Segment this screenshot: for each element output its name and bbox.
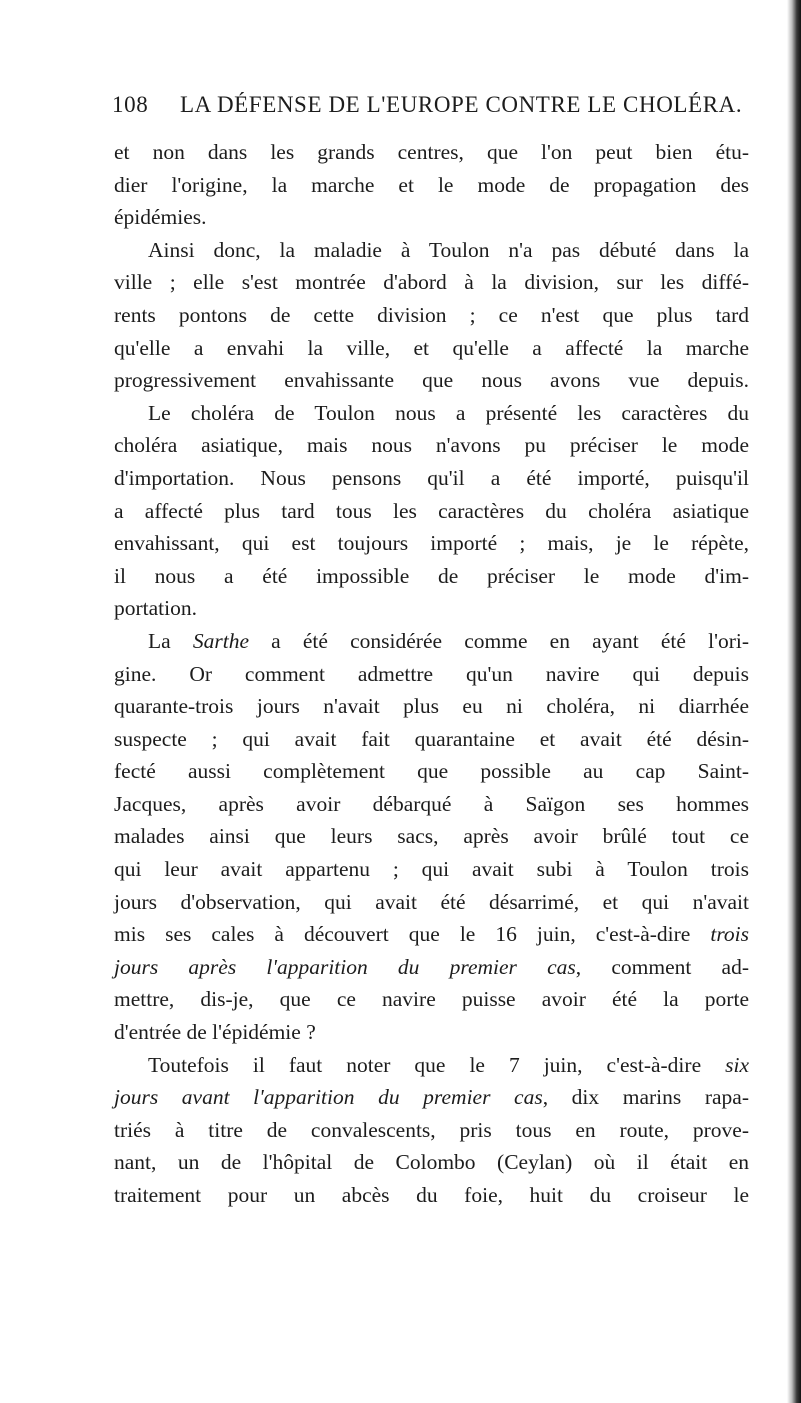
page-number: 108 bbox=[112, 92, 149, 117]
text-line: rents pontons de cette division ; ce n'est que plus tard bbox=[114, 302, 749, 327]
text-line: triés à titre de convalescents, pris tous en route, prove- bbox=[114, 1117, 749, 1142]
text-line: ville ; elle s'est montrée d'abord à la division, sur les diffé- bbox=[114, 270, 749, 295]
text-line bbox=[114, 1081, 749, 1114]
text-line: nant, un de l'hôpital de Colombo (Ceylan) où il était en bbox=[114, 1150, 749, 1175]
text-line bbox=[114, 625, 749, 658]
text-line: mettre, dis-je, que ce navire puisse avoir été la porte bbox=[114, 987, 749, 1012]
text-line: a affecté plus tard tous les caractères du choléra asiatique bbox=[114, 498, 749, 523]
text-line: qui leur avait appartenu ; qui avait subi à Toulon trois bbox=[114, 857, 749, 882]
emphasis-italic: jours après l'apparition du premier cas bbox=[114, 954, 576, 979]
text-line: Ainsi donc, la maladie à Toulon n'a pas débuté dans la bbox=[148, 237, 749, 262]
paragraph-4 bbox=[114, 625, 749, 1049]
text-line: Le choléra de Toulon nous a présenté les caractères du bbox=[148, 400, 749, 425]
text-segment: mis ses cales à découvert que le 16 juin, c'est-à-dire bbox=[114, 922, 711, 947]
text-line bbox=[114, 918, 749, 951]
text-line: gine. Or comment admettre qu'un navire qui depuis bbox=[114, 661, 749, 686]
paragraph-1 bbox=[114, 136, 749, 234]
text-line: il nous a été impossible de préciser le mode d'im- bbox=[114, 563, 749, 588]
text-segment: a été considérée comme en ayant été l'ori- bbox=[249, 628, 749, 653]
running-head: LA DÉFENSE DE L'EUROPE CONTRE LE CHOLÉRA. bbox=[180, 92, 743, 117]
text-line: envahissant, qui est toujours importé ; mais, je le répète, bbox=[114, 531, 749, 556]
text-line: Jacques, après avoir débarqué à Saïgon ses hommes bbox=[114, 791, 749, 816]
text-line: fecté aussi complètement que possible au cap Saint- bbox=[114, 759, 749, 784]
emphasis-italic: six bbox=[725, 1052, 749, 1077]
ship-name-italic: Sarthe bbox=[192, 628, 249, 653]
text-line: traitement pour un abcès du foie, huit du croiseur le bbox=[114, 1183, 749, 1207]
text-line bbox=[114, 1049, 749, 1082]
text-line: dier l'origine, la marche et le mode de propagation des bbox=[114, 172, 749, 197]
emphasis-italic: trois bbox=[710, 922, 749, 947]
paragraph-5 bbox=[114, 1049, 749, 1212]
text-line: progressivement envahissante que nous avons vue depuis. bbox=[114, 368, 749, 393]
text-line: jours d'observation, qui avait été désarrimé, et qui n'avait bbox=[114, 889, 749, 914]
text-line: portation. bbox=[114, 596, 197, 621]
text-line: malades ainsi que leurs sacs, après avoir brûlé tout ce bbox=[114, 824, 749, 849]
text-line bbox=[114, 951, 749, 984]
text-segment: , comment ad- bbox=[575, 954, 749, 979]
paragraph-3 bbox=[114, 397, 749, 625]
emphasis-italic: jours avant l'apparition du premier cas bbox=[114, 1085, 543, 1110]
text-line: épidémies. bbox=[114, 205, 207, 230]
text-line: d'entrée de l'épidémie ? bbox=[114, 1020, 316, 1045]
text-segment: , dix marins rapa- bbox=[542, 1085, 749, 1110]
page-edge-shadow bbox=[787, 0, 801, 1403]
text-segment: La bbox=[148, 628, 193, 653]
text-line: et non dans les grands centres, que l'on peut bien étu- bbox=[114, 140, 749, 164]
text-line: d'importation. Nous pensons qu'il a été importé, puisqu'il bbox=[114, 465, 749, 490]
text-line: choléra asiatique, mais nous n'avons pu préciser le mode bbox=[114, 433, 749, 458]
text-line: qu'elle a envahi la ville, et qu'elle a affecté la marche bbox=[114, 335, 749, 360]
paragraph-2 bbox=[114, 234, 749, 397]
text-line: quarante-trois jours n'avait plus eu ni choléra, ni diarrhée bbox=[114, 694, 749, 719]
text-segment: Toutefois il faut noter que le 7 juin, c'est-à-dire bbox=[148, 1052, 726, 1077]
body-text bbox=[114, 136, 749, 1212]
page-header bbox=[112, 92, 752, 128]
text-line: suspecte ; qui avait fait quarantaine et avait été désin- bbox=[114, 726, 749, 751]
